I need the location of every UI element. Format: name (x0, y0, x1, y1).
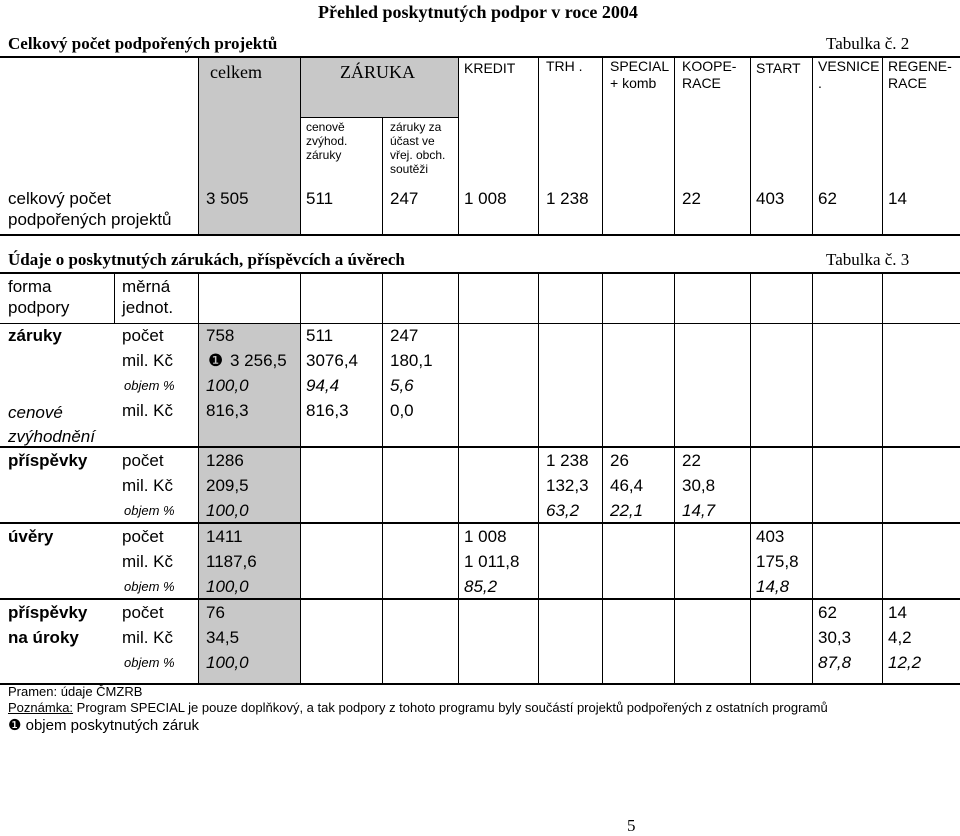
divider (674, 273, 675, 684)
header-forma-podpory: forma podpory (8, 277, 70, 317)
unit-objem: objem % (124, 503, 175, 518)
divider (458, 57, 459, 235)
uvery-mil-kredit: 1 011,8 (464, 552, 520, 571)
unit-pocet: počet (122, 527, 164, 546)
divider (538, 57, 539, 235)
section-uroky-line2: na úroky (8, 628, 79, 647)
remark-text: Program SPECIAL je pouze doplňkový, a tak podpory z tohoto programu byly součástí projektů podpořených z ostatních programů (73, 700, 828, 715)
uroky-pocet-celkem: 76 (206, 603, 225, 622)
page-title: Přehled poskytnutých podpor v roce 2004 (318, 2, 638, 22)
prispevky-objem-special: 22,1 (610, 501, 644, 520)
table2-value-start: 403 (756, 189, 785, 208)
prispevky-pocet-celkem: 1286 (206, 451, 244, 470)
col-kredit: KREDIT (464, 60, 516, 76)
divider (674, 57, 675, 235)
uroky-mil-regenerace: 4,2 (888, 628, 912, 647)
remark (8, 700, 828, 715)
uvery-objem-start: 14,8 (756, 577, 790, 596)
prispevky-pocet-special: 26 (610, 451, 629, 470)
divider (198, 57, 199, 235)
table3-heading: Údaje o poskytnutých zárukách, příspěvcích a úvěrech (8, 250, 405, 269)
divider (882, 273, 883, 684)
prispevky-objem-kooperace: 14,7 (682, 501, 716, 520)
remark-label: Poznámka: (8, 700, 74, 715)
zaruky-objem-celkem: 100,0 (206, 376, 249, 395)
uroky-objem-regenerace: 12,2 (888, 653, 922, 672)
divider (114, 273, 115, 324)
zaruky-objem-ucast: 5,6 (390, 376, 414, 395)
prispevky-mil-kooperace: 30,8 (682, 476, 716, 495)
cenove-mil-ucast: 0,0 (390, 401, 414, 420)
uroky-mil-vesnice: 30,3 (818, 628, 852, 647)
uroky-pocet-regenerace: 14 (888, 603, 907, 622)
table2-tag: Tabulka č. 2 (826, 34, 910, 53)
legend-text: objem poskytnutých záruk (21, 717, 200, 734)
unit-pocet: počet (122, 603, 164, 622)
prispevky-objem-celkem: 100,0 (206, 501, 249, 520)
divider (602, 57, 603, 235)
table2-value-regenerace: 14 (888, 189, 907, 208)
section-zaruky: záruky (8, 326, 62, 345)
col-zaruka: ZÁRUKA (340, 62, 415, 82)
divider (382, 117, 383, 235)
subcol-cenove: cenově zvýhod. záruky (306, 120, 348, 162)
col-special: SPECIAL + komb (610, 58, 669, 91)
uvery-objem-kredit: 85,2 (464, 577, 498, 596)
header-merna-jednotka: měrná jednot. (122, 277, 174, 317)
col-vesnice: VESNICE . (818, 58, 880, 91)
section-uroky-line1: příspěvky (8, 603, 88, 622)
section-rule (0, 522, 960, 524)
subcol-zaruky-ucast: záruky za účast ve vřej. obch. soutěži (390, 120, 446, 176)
page-number: 5 (627, 816, 636, 835)
table2-value-vesnice: 62 (818, 189, 837, 208)
divider (300, 273, 301, 684)
divider (750, 273, 751, 684)
col-celkem: celkem (210, 62, 262, 82)
uvery-pocet-kredit: 1 008 (464, 527, 507, 546)
table2-value-celkem: 3 505 (206, 189, 249, 208)
unit-objem: objem % (124, 655, 175, 670)
divider (300, 57, 301, 235)
prispevky-objem-trh: 63,2 (546, 501, 580, 520)
uroky-pocet-vesnice: 62 (818, 603, 837, 622)
uvery-objem-celkem: 100,0 (206, 577, 249, 596)
section-prispevky: příspěvky (8, 451, 88, 470)
table2-value-zaruky-ucast: 247 (390, 189, 419, 208)
zaruky-objem-cenove: 94,4 (306, 376, 340, 395)
cenove-mil-celkem: 816,3 (206, 401, 249, 420)
col-regenerace: REGENE- RACE (888, 58, 952, 91)
divider (538, 273, 539, 684)
uvery-pocet-start: 403 (756, 527, 785, 546)
table2-value-kredit: 1 008 (464, 189, 507, 208)
unit-pocet: počet (122, 326, 164, 345)
unit-mil-kc: mil. Kč (122, 628, 173, 647)
marker-icon: ❶ (8, 717, 22, 734)
table2-value-zaruka: 511 (306, 189, 334, 208)
divider (750, 57, 751, 235)
divider (812, 57, 813, 235)
table3-tag: Tabulka č. 3 (826, 250, 910, 269)
zaruky-mil-celkem: 3 256,5 (230, 351, 287, 370)
table3-bottom-rule (0, 683, 960, 685)
uroky-objem-celkem: 100,0 (206, 653, 249, 672)
col-start: START (756, 60, 801, 76)
uvery-pocet-celkem: 1411 (206, 527, 243, 546)
divider (812, 273, 813, 684)
divider (602, 273, 603, 684)
col-trh: TRH . (546, 58, 583, 74)
zaruky-pocet-celkem: 758 (206, 326, 235, 345)
table2-top-rule (0, 56, 960, 58)
table2-heading: Celkový počet podpořených projektů (8, 34, 278, 53)
divider (198, 273, 199, 684)
divider (458, 273, 459, 684)
prispevky-pocet-trh: 1 238 (546, 451, 589, 470)
unit-mil-kc: mil. Kč (122, 351, 173, 370)
section-uvery: úvěry (8, 527, 54, 546)
unit-mil-kc: mil. Kč (122, 552, 173, 571)
table3-header-rule (0, 323, 960, 324)
unit-objem: objem % (124, 579, 175, 594)
zaruky-mil-cenove: 3076,4 (306, 351, 358, 370)
table2-row-label: celkový počet podpořených projektů (8, 189, 172, 229)
unit-pocet: počet (122, 451, 164, 470)
uvery-mil-celkem: 1187,6 (206, 552, 257, 571)
prispevky-pocet-kooperace: 22 (682, 451, 701, 470)
table2-subheader-rule (301, 117, 459, 118)
source-note: Pramen: údaje ČMZRB (8, 684, 143, 699)
unit-mil-kc: mil. Kč (122, 401, 173, 420)
table2-value-kooperace: 22 (682, 189, 701, 208)
uroky-objem-vesnice: 87,8 (818, 653, 852, 672)
table2-bottom-rule (0, 234, 960, 236)
marker-icon: ❶ (208, 351, 224, 370)
divider (882, 57, 883, 235)
zaruky-pocet-cenove: 511 (306, 326, 334, 345)
prispevky-mil-trh: 132,3 (546, 476, 589, 495)
prispevky-mil-celkem: 209,5 (206, 476, 249, 495)
table3-top-rule (0, 272, 960, 274)
section-rule (0, 598, 960, 600)
section-rule (0, 446, 960, 448)
section-cenove: cenové zvýhodnění (8, 403, 95, 446)
divider (382, 273, 383, 684)
zaruky-pocet-ucast: 247 (390, 326, 419, 345)
unit-mil-kc: mil. Kč (122, 476, 173, 495)
zaruky-mil-ucast: 180,1 (390, 351, 433, 370)
col-kooperace: KOOPE- RACE (682, 58, 737, 91)
unit-objem: objem % (124, 378, 175, 393)
uvery-mil-start: 175,8 (756, 552, 799, 571)
uroky-mil-celkem: 34,5 (206, 628, 240, 647)
table2-value-trh: 1 238 (546, 189, 589, 208)
cenove-mil-cenove: 816,3 (306, 401, 349, 420)
prispevky-mil-special: 46,4 (610, 476, 644, 495)
legend (8, 716, 199, 734)
